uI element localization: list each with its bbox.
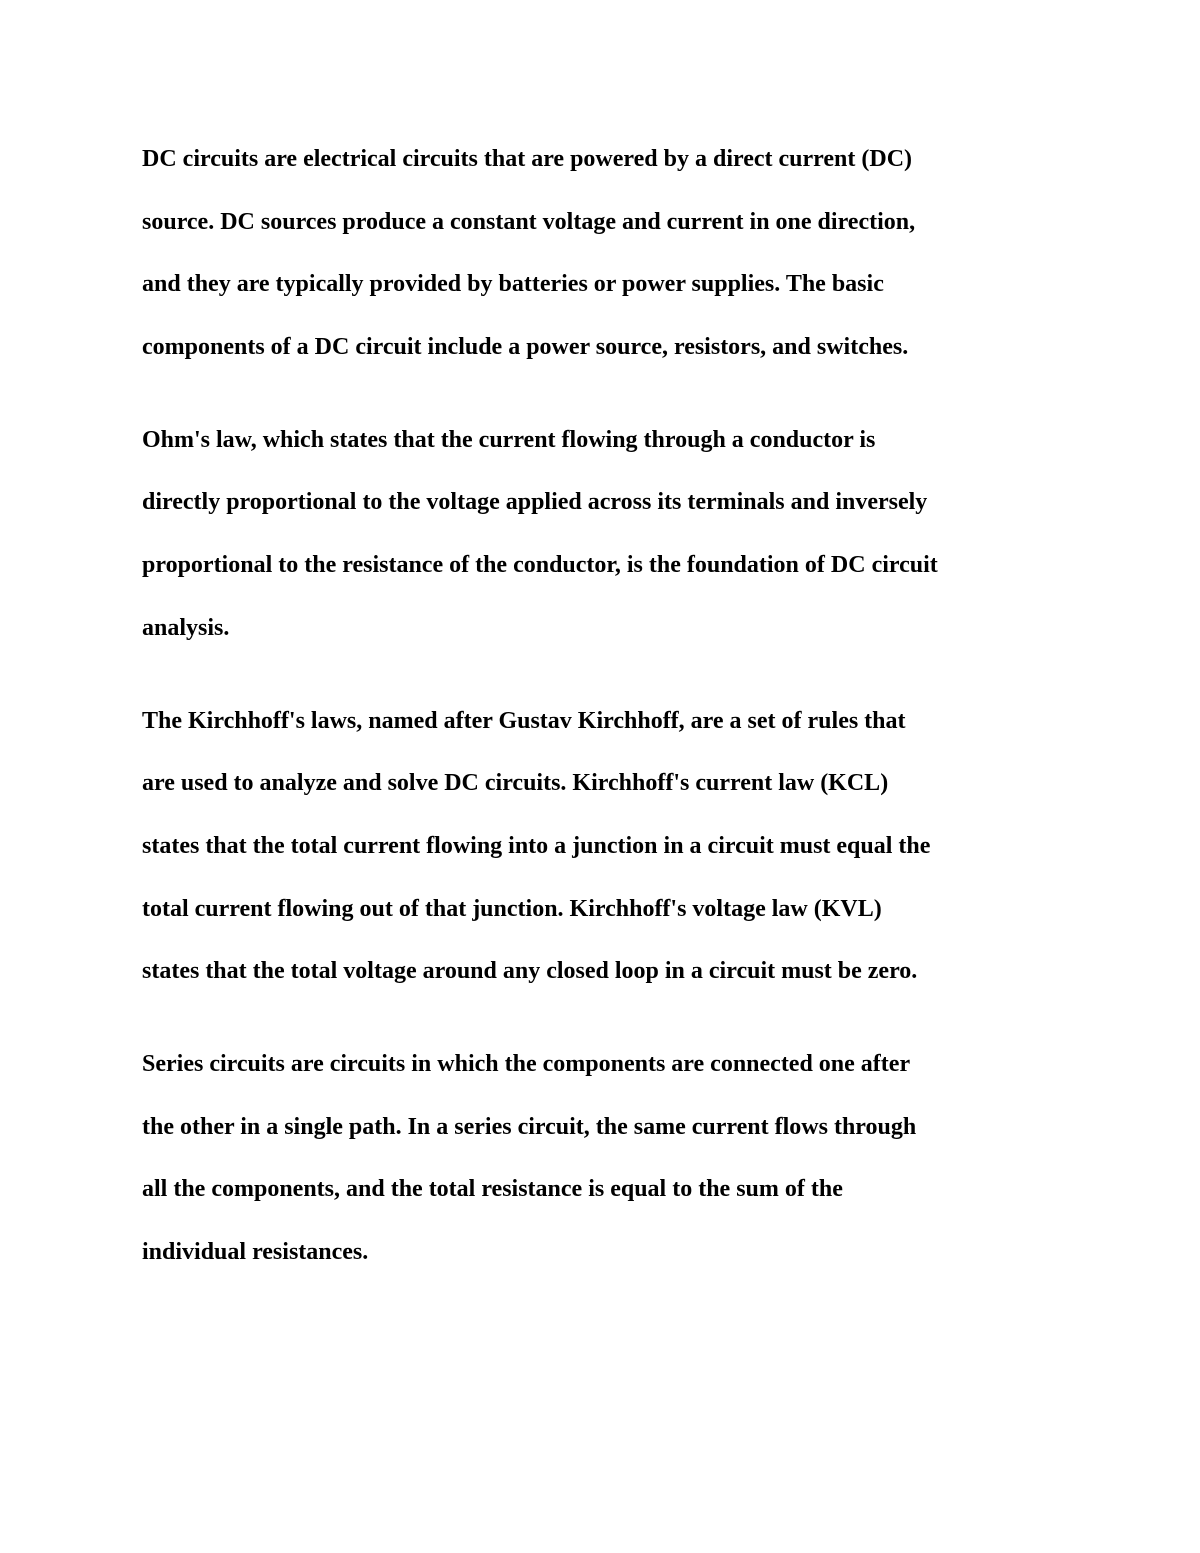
paragraph-ohms-law [142,417,1062,667]
text-line: the other in a single path. In a series circuit, the same current flows through [142,1113,917,1140]
text-line: Series circuits are circuits in which the components are connected one after [142,1051,911,1078]
text-line: states that the total voltage around any closed loop in a circuit must be zero. [142,958,918,985]
document-body [142,136,1062,1322]
text-line: all the components, and the total resistance is equal to the sum of the [142,1176,843,1203]
text-line: and they are typically provided by batteries or power supplies. The basic [142,271,884,298]
paragraph-dc-circuits [142,136,1062,386]
text-line: are used to analyze and solve DC circuits. Kirchhoff's current law (KCL) [142,770,889,797]
text-line: directly proportional to the voltage applied across its terminals and inversely [142,489,928,516]
text-line: DC circuits are electrical circuits that are powered by a direct current (DC) [142,146,913,172]
paragraph-series-circuits [142,1041,1062,1291]
text-line: analysis. [142,614,230,641]
paragraph-kirchhoffs-laws [142,698,1062,1011]
text-line: individual resistances. [142,1239,369,1265]
text-line: states that the total current flowing into a junction in a circuit must equal the [142,832,931,859]
text-line: proportional to the resistance of the conductor, is the foundation of DC circuit [142,552,938,579]
text-line: Ohm's law, which states that the current flowing through a conductor is [142,426,876,453]
text-line: The Kirchhoff's laws, named after Gustav Kirchhoff, are a set of rules that [142,707,906,734]
text-line: total current flowing out of that junction. Kirchhoff's voltage law (KVL) [142,895,882,922]
text-line: source. DC sources produce a constant voltage and current in one direction, [142,208,916,235]
text-line: components of a DC circuit include a power source, resistors, and switches. [142,333,909,360]
